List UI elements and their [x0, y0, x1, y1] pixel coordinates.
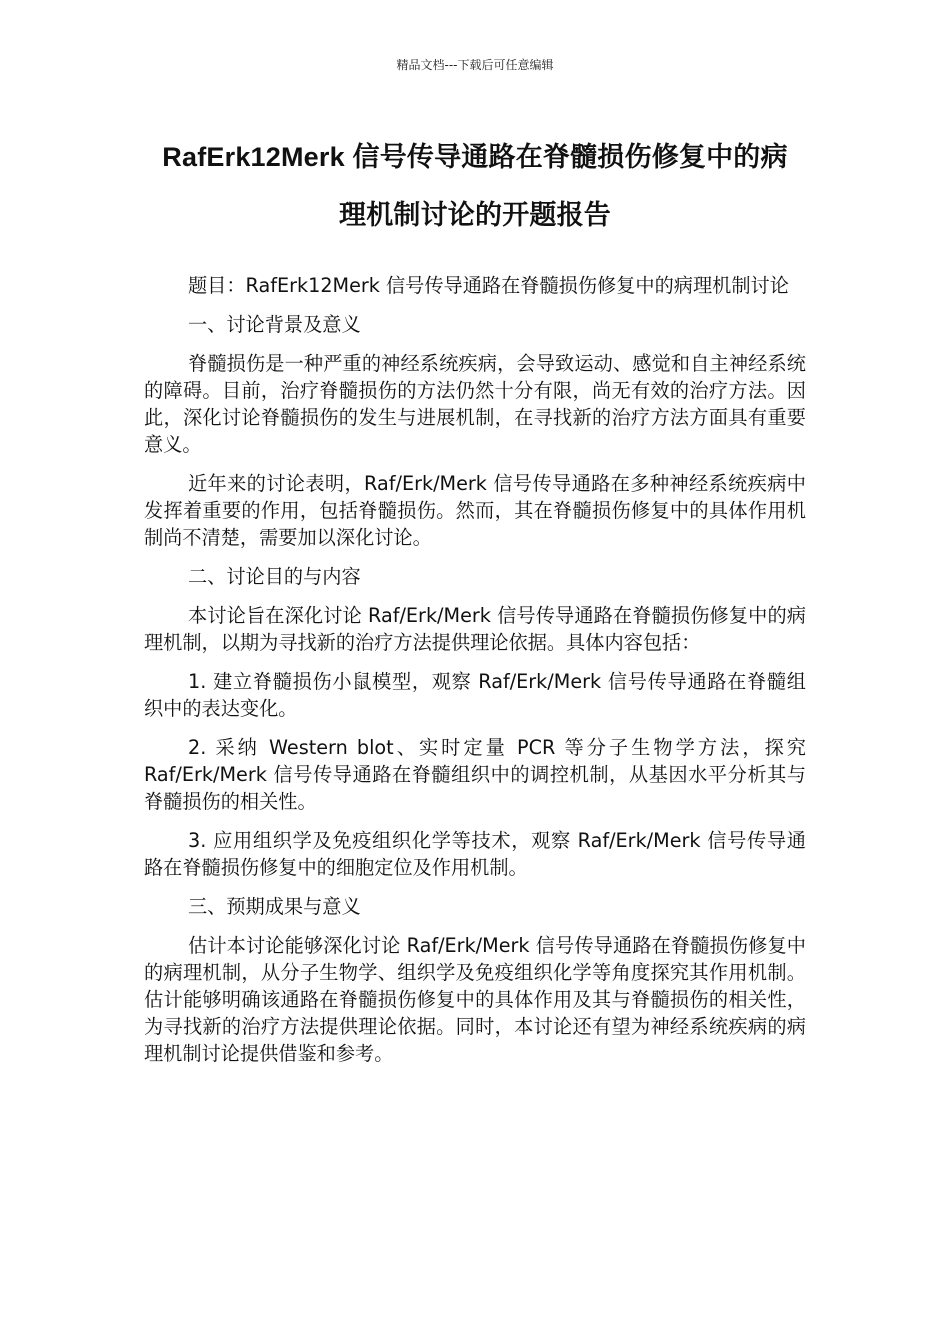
- goal-paragraph: 本讨论旨在深化讨论 Raf/Erk/Merk 信号传导通路在脊髓损伤修复中的病理机制，以期为寻找新的治疗方法提供理论依据。具体内容包括：: [144, 604, 806, 654]
- section-heading-expected: 三、预期成果与意义: [188, 895, 361, 918]
- content-item-3: 3. 应用组织学及免疫组织化学等技术，观察 Raf/Erk/Merk 信号传导通路在脊髓损伤修复中的细胞定位及作用机制。: [144, 829, 806, 879]
- title-line-1: RafErk12Merk 信号传导通路在脊髓损伤修复中的病: [162, 142, 788, 172]
- topic-paragraph: 题目：RafErk12Merk 信号传导通路在脊髓损伤修复中的病理机制讨论: [188, 274, 789, 297]
- page-header-note: 精品文档---下载后可任意编辑: [396, 58, 554, 72]
- document-body: [144, 272, 806, 1079]
- document-title: [140, 128, 810, 244]
- background-paragraph-1: 脊髓损伤是一种严重的神经系统疾病，会导致运动、感觉和自主神经系统的障碍。目前，治疗脊髓损伤的方法仍然十分有限，尚无有效的治疗方法。因此，深化讨论脊髓损伤的发生与进展机制，在寻找新的治疗方法方面具有重要意义。: [144, 352, 806, 456]
- title-line-2: 理机制讨论的开题报告: [339, 200, 611, 230]
- background-paragraph-2: 近年来的讨论表明，Raf/Erk/Merk 信号传导通路在多种神经系统疾病中发挥着重要的作用，包括脊髓损伤。然而，其在脊髓损伤修复中的具体作用机制尚不清楚，需要加以深化讨论。: [144, 472, 806, 549]
- content-item-1: 1. 建立脊髓损伤小鼠模型，观察 Raf/Erk/Merk 信号传导通路在脊髓组织中的表达变化。: [144, 670, 806, 720]
- content-item-2: 2. 采纳 Western blot、实时定量 PCR 等分子生物学方法，探究 Raf/Erk/Merk 信号传导通路在脊髓组织中的调控机制，从基因水平分析其与脊髓损伤的相关性。: [144, 736, 806, 813]
- section-heading-background: 一、讨论背景及意义: [188, 313, 361, 336]
- section-heading-goal: 二、讨论目的与内容: [188, 565, 361, 588]
- expected-paragraph: 估计本讨论能够深化讨论 Raf/Erk/Merk 信号传导通路在脊髓损伤修复中的病理机制，从分子生物学、组织学及免疫组织化学等角度探究其作用机制。估计能够明确该通路在脊髓损伤修复中的具体作用及其与脊髓损伤的相关性，为寻找新的治疗方法提供理论依据。同时，本讨论还有望为神经系统疾病的病理机制讨论提供借鉴和参考。: [144, 934, 806, 1065]
